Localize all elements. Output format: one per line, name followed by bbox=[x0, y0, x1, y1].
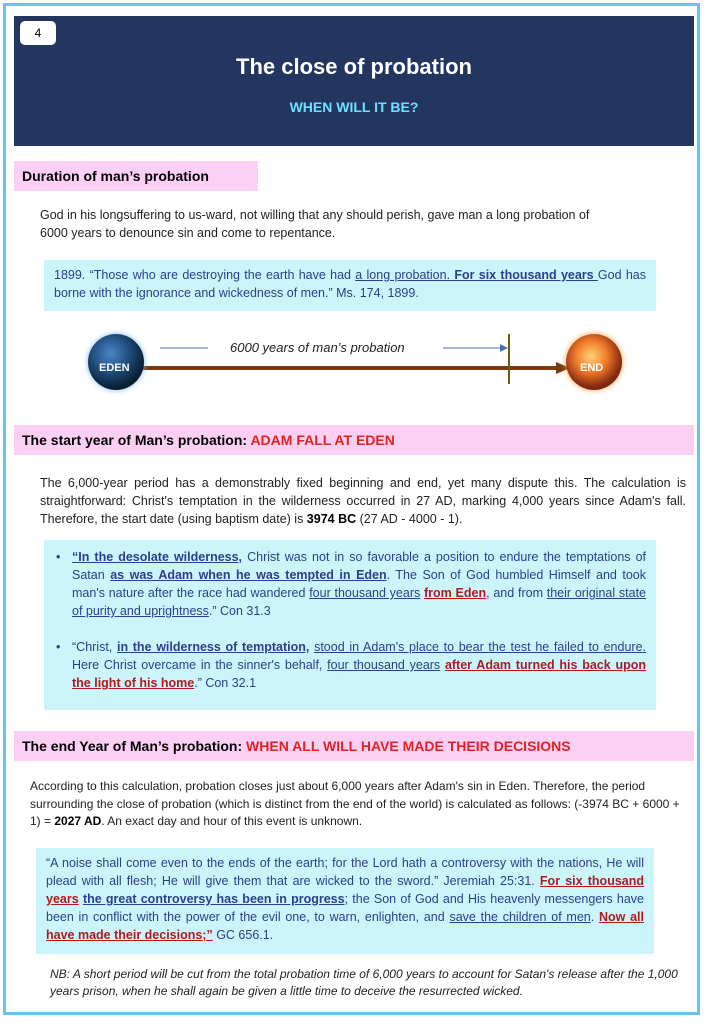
quote-bold-underline: “In the desolate wilderness, bbox=[72, 550, 243, 564]
duration-intro: God in his longsuffering to us-ward, not willing that any should perish, gave man a long probation of 6000 years to denounce sin and come to repentance. bbox=[40, 208, 590, 240]
section-heading-text: The start year of Man’s probation: bbox=[22, 432, 251, 448]
quote-underline: a long probation. bbox=[355, 268, 455, 282]
quote-bold-underline: For six thousand years bbox=[454, 268, 598, 282]
earth-globe-icon bbox=[88, 334, 144, 390]
quote-box-1899 bbox=[44, 260, 656, 311]
section-heading-start-year bbox=[14, 425, 694, 455]
start-year-value: 3974 BC bbox=[306, 512, 357, 526]
section-heading-duration bbox=[14, 161, 258, 191]
end-year-value: 2027 AD bbox=[54, 814, 102, 828]
end-year-intro bbox=[30, 778, 686, 831]
quote-red-underline: For six thousand years bbox=[46, 874, 645, 906]
quote-text: “A noise shall come even to the ends of the earth; for the Lord hath a controversy with the nations, He will plead with all flesh; He will give them that are wicked to the sword.” Jeremiah 25:31. bbox=[46, 856, 644, 888]
page-subtitle: WHEN WILL IT BE? bbox=[289, 99, 419, 115]
caption-arrowhead bbox=[500, 344, 508, 352]
header-banner bbox=[14, 16, 694, 146]
probation-timeline bbox=[88, 328, 608, 396]
section-heading-text: Duration of man’s probation bbox=[22, 168, 209, 184]
intro-text: The 6,000-year period has a demonstrably fixed beginning and end, yet many dispute this. The calculation is straightforward: Christ's temptation in the wilderness occurred in 27 AD, marking 4,000 years since Adam's fall. Therefore, the start date (using baptism date) is bbox=[40, 476, 686, 526]
timeline-graphic bbox=[88, 328, 608, 396]
page-number: 4 bbox=[20, 21, 56, 45]
section-heading-highlight: WHEN ALL WILL HAVE MADE THEIR DECISIONS bbox=[246, 738, 571, 754]
intro-text: (27 AD - 4000 - 1). bbox=[356, 512, 463, 526]
quote-text: 1899. “Those who are destroying the earth have had bbox=[54, 268, 356, 282]
burning-earth-icon bbox=[566, 334, 622, 390]
quote-text: Here Christ overcame in the sinner's behalf, bbox=[72, 658, 328, 672]
quote-text: ; the Son of God and His heavenly messengers have been in conflict with the power of the evil one, to warn, enlighten, and bbox=[46, 892, 644, 924]
eden-label: EDEN bbox=[99, 362, 130, 374]
bullet-icon: • bbox=[56, 550, 61, 564]
section-heading-highlight: ADAM FALL AT EDEN bbox=[250, 432, 395, 448]
quote-red-underline: from Eden bbox=[424, 586, 487, 600]
end-label: END bbox=[580, 362, 604, 374]
quote-bold-underline: the great controversy has been in progress bbox=[82, 892, 345, 906]
page-title: The close of probation bbox=[236, 54, 472, 79]
quote-box-controversy bbox=[36, 848, 654, 954]
quote-text: GC 656.1. bbox=[212, 928, 274, 942]
quote-box-wilderness bbox=[44, 540, 656, 710]
quote-red-underline: after Adam turned his back upon the light of his home bbox=[72, 658, 646, 690]
nb-note: NB: A short period will be cut from the total probation time of 6,000 years to account for Satan's release after the 1,000 years prison, when he shall again be given a little time to deceive the resurrected wicked. bbox=[50, 967, 678, 998]
list-item bbox=[56, 638, 646, 692]
quote-bold-underline: in the wilderness of temptation, bbox=[116, 640, 310, 654]
quote-underline: stood in Adam's place to bear the test he failed to endure. bbox=[314, 640, 646, 654]
timeline-caption: 6000 years of man’s probation bbox=[230, 340, 405, 355]
quote-underline: four thousand years bbox=[309, 586, 421, 600]
quote-text: Christ was not in so favorable a position to endure the temptations of Satan bbox=[72, 550, 646, 582]
quote-underline: save the children of men bbox=[449, 910, 591, 924]
list-item bbox=[56, 548, 646, 620]
quote-text: “Christ, bbox=[72, 640, 117, 654]
quote-underline: their original state of purity and uprightness bbox=[72, 586, 646, 618]
quote-underline: four thousand years bbox=[327, 658, 441, 672]
quote-text: .” Con 31.3 bbox=[208, 604, 271, 618]
quote-text: . bbox=[590, 910, 599, 924]
quote-bold-underline: as was Adam when he was tempted in Eden bbox=[110, 568, 387, 582]
bullet-icon: • bbox=[56, 640, 61, 654]
section-heading-end-year bbox=[14, 731, 694, 761]
section-heading-text: The end Year of Man’s probation: bbox=[22, 738, 247, 754]
start-year-intro bbox=[40, 474, 686, 528]
quote-text: . The Son of God humbled Himself and took man's nature after the race had wandered bbox=[72, 568, 647, 600]
quote-text: .” Con 32.1 bbox=[194, 676, 257, 690]
quote-text: God has borne with the ignorance and wickedness of men.” Ms. 174, 1899. bbox=[54, 268, 646, 300]
intro-text: . An exact day and hour of this event is unknown. bbox=[101, 814, 363, 828]
intro-text: According to this calculation, probation closes just about 6,000 years after Adam's sin in Eden. Therefore, the period surrounding the close of probation (which is distinct from the end of the world) is calculated as follows: (-3974 BC + 6000 + 1) = bbox=[30, 779, 680, 828]
quote-red-underline: Now all have made their decisions;” bbox=[46, 910, 644, 942]
quote-text: , and from bbox=[486, 586, 547, 600]
